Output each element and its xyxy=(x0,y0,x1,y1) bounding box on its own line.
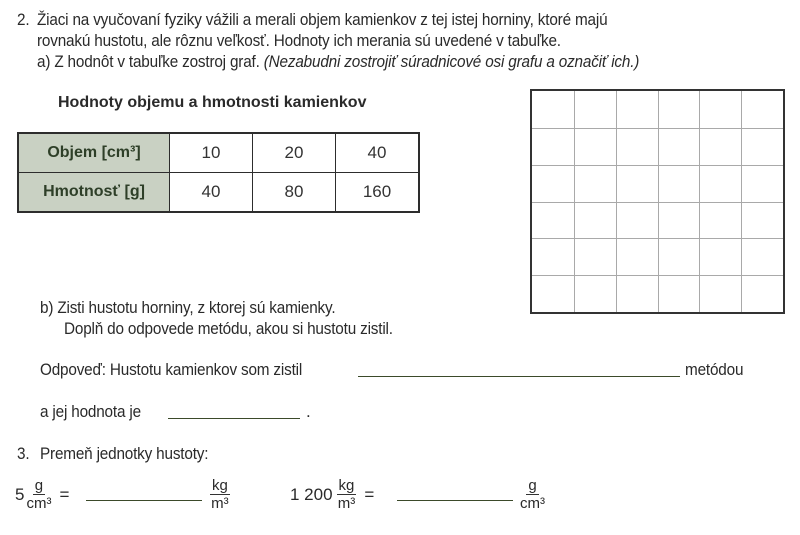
task2-number: 2. xyxy=(17,10,30,29)
data-table xyxy=(17,132,420,213)
table-row-volume xyxy=(18,133,419,173)
table-cell: 10 xyxy=(170,133,253,173)
conversion-2-from-unit xyxy=(337,478,357,511)
graph-grid[interactable] xyxy=(530,89,785,314)
answer-line2-suffix: . xyxy=(306,402,311,421)
task3-title: Premeň jednotky hustoty: xyxy=(40,444,209,463)
part-a-text: Z hodnôt v tabuľke zostroj graf. xyxy=(54,52,260,71)
part-a-label: a) xyxy=(37,52,51,71)
task2-part-a xyxy=(37,52,639,72)
task2-line1: Žiaci na vyučovaní fyziky vážili a merali objem kamienkov z tej istej horniny, ktoré majú xyxy=(37,10,608,29)
conversion-1-answer-blank[interactable] xyxy=(86,500,202,501)
table-cell: 160 xyxy=(336,173,420,213)
task2-line2: rovnakú hustotu, ale rôznu veľkosť. Hodnoty ich merania sú uvedené v tabuľke. xyxy=(37,31,561,50)
conversion-1-value: 5 xyxy=(15,484,25,504)
unit-denominator: cm³ xyxy=(520,495,545,512)
part-a-note: (Nezabudni zostrojiť súradnicové osi grafu a označiť ich.) xyxy=(263,52,640,71)
unit-denominator: m³ xyxy=(337,495,356,512)
task3-number: 3. xyxy=(17,444,30,463)
conversion-2-left xyxy=(290,478,374,511)
equals-sign: = xyxy=(59,484,70,504)
part-b-line1 xyxy=(40,298,335,318)
conversion-2-target-unit xyxy=(518,478,547,511)
table-cell: 40 xyxy=(336,133,420,173)
conversion-2-value: 1 200 xyxy=(290,484,333,504)
unit-numerator: kg xyxy=(338,477,355,494)
grid-line-horizontal xyxy=(532,238,783,239)
table-cell: 40 xyxy=(170,173,253,213)
equals-sign: = xyxy=(364,484,375,504)
unit-denominator: cm³ xyxy=(26,495,52,512)
conversion-1-left xyxy=(15,478,69,511)
value-answer-blank[interactable] xyxy=(168,418,300,419)
table-cell: 20 xyxy=(253,133,336,173)
answer-line2-prefix: a jej hodnota je xyxy=(40,402,141,421)
part-b-label: b) xyxy=(40,298,54,317)
unit-denominator: m³ xyxy=(211,495,229,512)
part-b-line2: Doplň do odpovede metódu, akou si hustotu zistil. xyxy=(64,319,393,338)
unit-numerator: g xyxy=(528,477,537,494)
table-row-mass xyxy=(18,173,419,213)
part-b-text1: Zisti hustotu horniny, z ktorej sú kamienky. xyxy=(57,298,336,317)
conversion-1-from-unit xyxy=(26,478,51,511)
answer-prefix: Odpoveď: Hustotu kamienkov som zistil xyxy=(40,360,303,379)
row-header-mass: Hmotnosť [g] xyxy=(18,173,170,213)
table-title: Hodnoty objemu a hmotnosti kamienkov xyxy=(58,94,367,111)
grid-line-horizontal xyxy=(532,202,783,203)
grid-line-horizontal xyxy=(532,128,783,129)
table-cell: 80 xyxy=(253,173,336,213)
row-header-volume: Objem [cm³] xyxy=(18,133,170,173)
unit-numerator: g xyxy=(34,477,44,494)
answer-suffix: metódou xyxy=(685,360,744,379)
conversion-2-answer-blank[interactable] xyxy=(397,500,513,501)
unit-numerator: kg xyxy=(212,477,228,494)
grid-line-horizontal xyxy=(532,165,783,166)
method-answer-blank[interactable] xyxy=(358,376,680,377)
conversion-1-target-unit xyxy=(208,478,232,511)
grid-line-horizontal xyxy=(532,275,783,276)
